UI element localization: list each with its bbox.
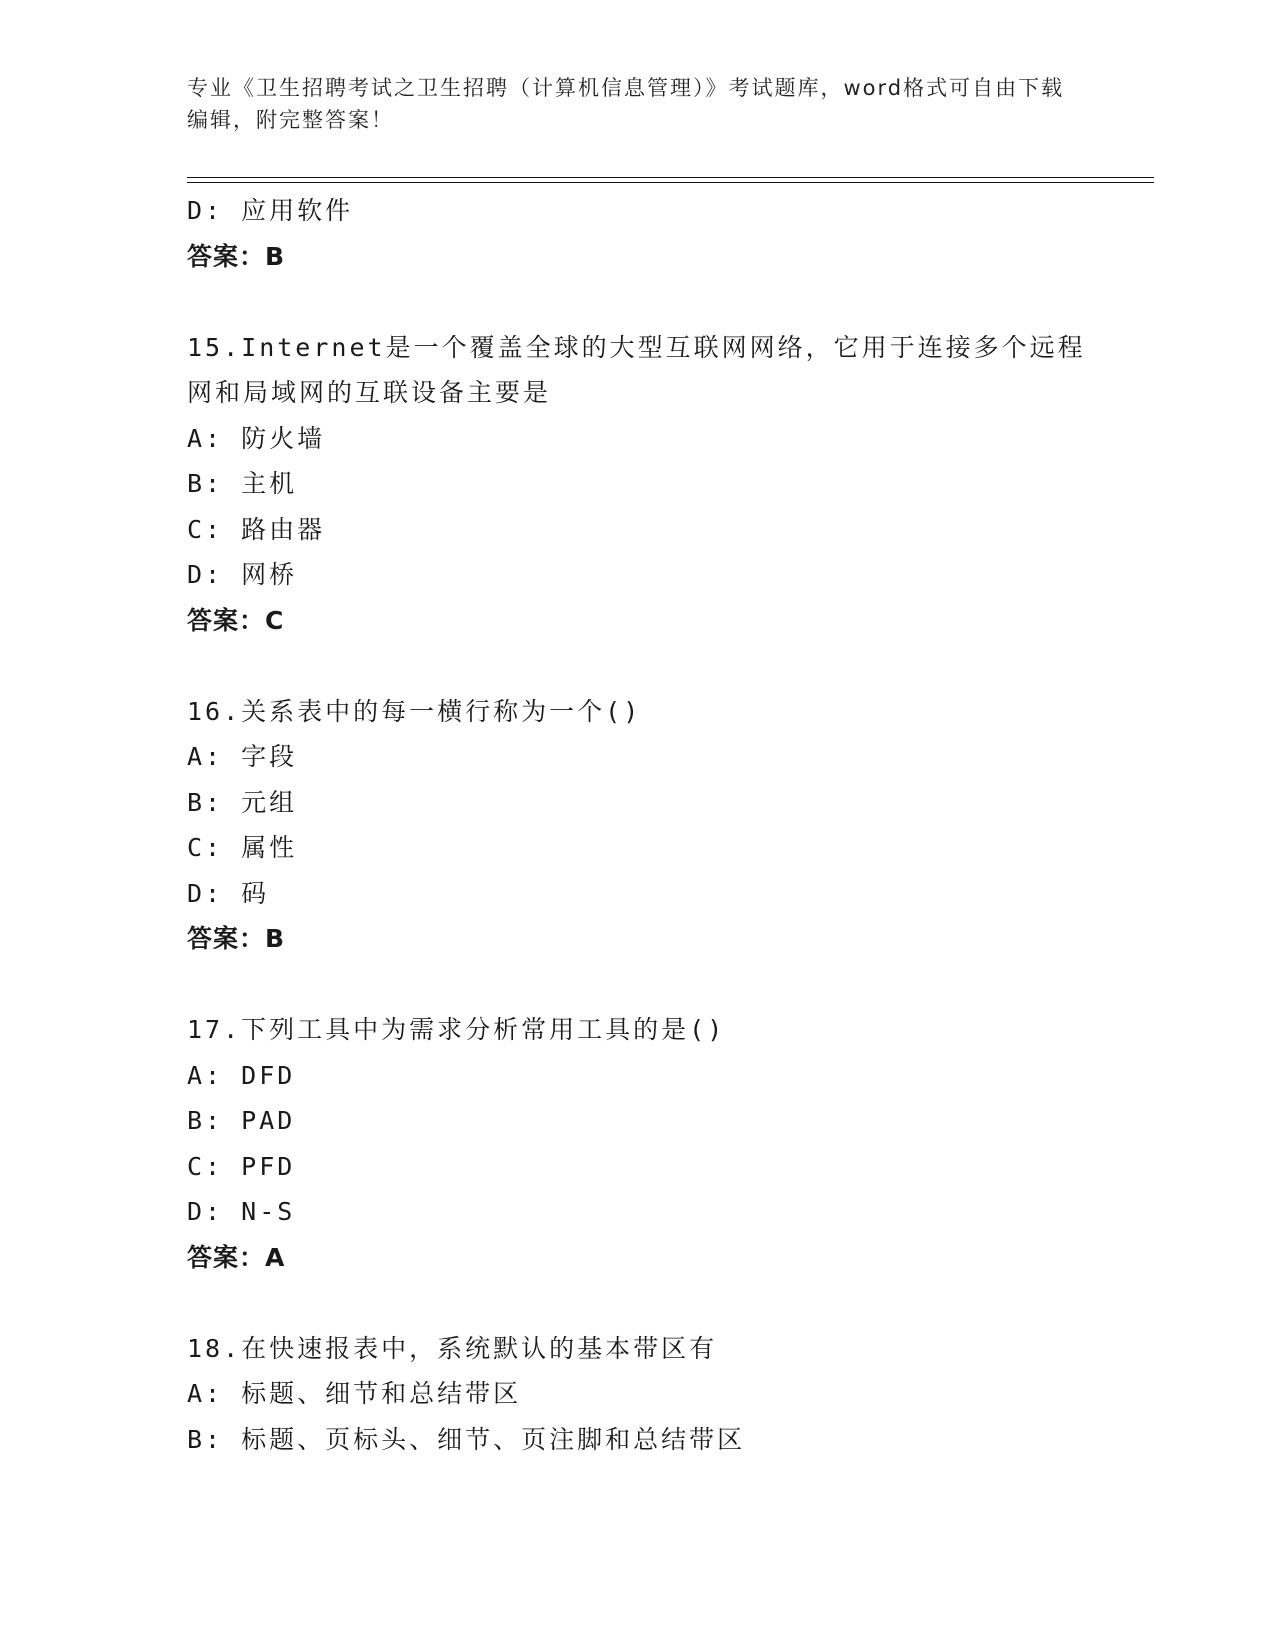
question-17-stem: 17.下列工具中为需求分析常用工具的是() [187,1015,726,1044]
question-16-option-b: B: 元组 [187,787,298,817]
question-15-stem-line2: 网和局域网的互联设备主要是 [187,378,552,407]
spacer [187,1280,1087,1326]
question-18-option-b: B: 标题、页标头、细节、页注脚和总结带区 [187,1424,746,1454]
question-15-option-d: D: 网桥 [187,560,298,589]
spacer [187,643,1087,689]
question-17-option-d: D: N-S [187,1197,296,1226]
spacer [187,279,1087,325]
question-15-option-b: B: 主机 [187,469,298,498]
prev-answer: 答案：B [187,241,286,271]
question-15-stem-line1: 15.Internet是一个覆盖全球的大型互联网网络，它用于连接多个远程 [187,332,1086,362]
prev-option-d: D: 应用软件 [187,196,354,225]
spacer [187,962,1087,1008]
question-15-option-a: A: 防火墙 [187,423,326,453]
question-17-option-b: B: PAD [187,1106,296,1135]
question-16-stem: 16.关系表中的每一横行称为一个() [187,696,642,726]
question-15-option-c: C: 路由器 [187,514,326,544]
question-16-option-d: D: 码 [187,878,270,908]
header-divider-bottom [187,182,1154,183]
question-content [187,188,1087,1462]
question-18-option-a: A: 标题、细节和总结带区 [187,1379,522,1408]
question-18-stem: 18.在快速报表中，系统默认的基本带区有 [187,1333,718,1363]
question-17-option-c: C: PFD [187,1151,296,1181]
question-16-option-c: C: 属性 [187,833,298,862]
question-16-option-a: A: 字段 [187,742,298,771]
question-15-answer: 答案：C [187,605,285,635]
question-17-option-a: A: DFD [187,1060,296,1090]
document-header-intro: 专业《卫生招聘考试之卫生招聘（计算机信息管理）》考试题库，word格式可自由下载编辑，附完整答案！ [187,76,1065,132]
header-divider-top [187,177,1154,178]
question-16-answer: 答案：B [187,924,286,953]
question-17-answer: 答案：A [187,1242,286,1272]
